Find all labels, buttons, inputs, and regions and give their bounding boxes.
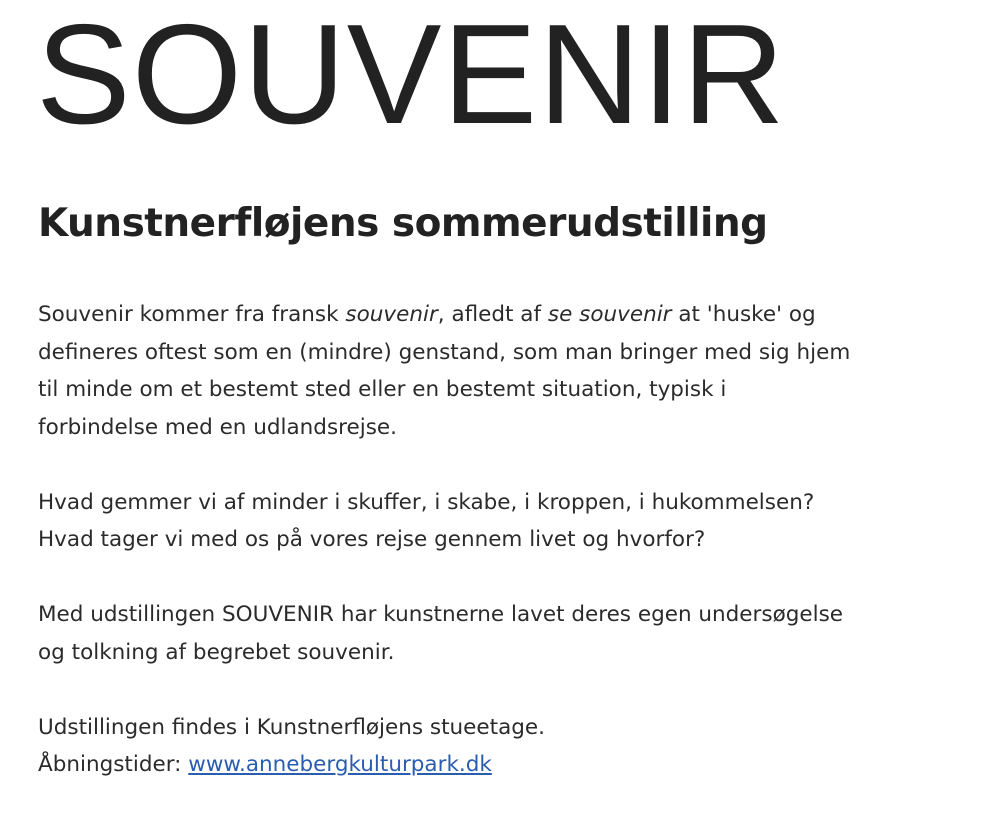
questions-line-2: Hvad tager vi med os på vores rejse gennem livet og hvorfor? bbox=[38, 527, 706, 552]
opening-hours-label: Åbningstider: bbox=[38, 752, 189, 777]
definition-italic-2: se souvenir bbox=[547, 302, 672, 327]
definition-line-4: forbindelse med en udlandsrejse. bbox=[38, 414, 397, 440]
location-line: Udstillingen findes i Kunstnerfløjens stueetage. bbox=[38, 714, 545, 740]
definition-line-3: til minde om et bestemt sted eller en bestemt situation, typisk i bbox=[38, 377, 727, 402]
page-subtitle: Kunstnerfløjens sommerudstilling bbox=[38, 201, 768, 246]
page-title: SOUVENIR bbox=[36, 0, 786, 154]
definition-text-1: Souvenir kommer fra fransk bbox=[38, 302, 346, 327]
exhibition-line-1: Med udstillingen SOUVENIR har kunstnerne lavet deres egen undersøgelse bbox=[38, 602, 844, 627]
definition-line-2: defineres oftest som en (mindre) genstand, som man bringer med sig hjem bbox=[38, 339, 851, 365]
paragraph-definition bbox=[38, 296, 988, 446]
paragraph-location bbox=[38, 709, 988, 784]
website-link[interactable]: www.annebergkulturpark.dk bbox=[188, 752, 492, 777]
definition-text-3: at 'huske' og bbox=[671, 302, 816, 327]
questions-line-1: Hvad gemmer vi af minder i skuffer, i skabe, i kroppen, i hukommelsen? bbox=[38, 489, 815, 515]
exhibition-line-2: og tolkning af begrebet souvenir. bbox=[38, 639, 395, 665]
paragraph-exhibition bbox=[38, 596, 988, 671]
body-text bbox=[38, 296, 988, 784]
paragraph-questions bbox=[38, 484, 988, 559]
definition-text-2: , afledt af bbox=[437, 302, 548, 327]
definition-italic-1: souvenir bbox=[345, 302, 438, 327]
